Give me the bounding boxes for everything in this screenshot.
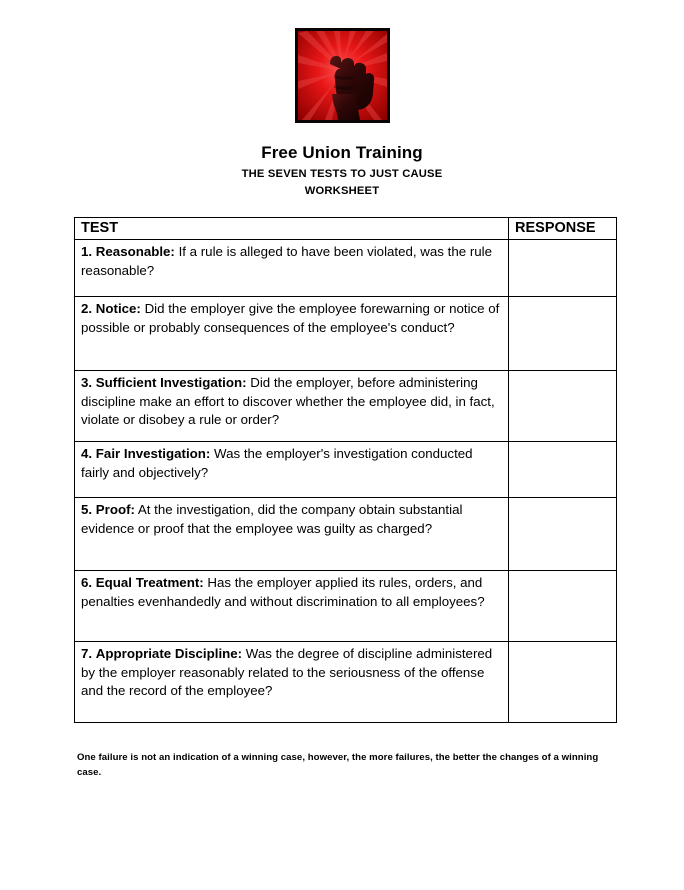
raised-fist-logo <box>295 28 390 123</box>
logo-block <box>0 28 684 123</box>
response-cell-7[interactable] <box>509 642 617 723</box>
page-subtitle-line-1: THE SEVEN TESTS TO JUST CAUSE <box>241 168 443 180</box>
test-question-5: At the investigation, did the company obtain substantial evidence or proof that the employee was guilty as charged? <box>81 502 463 536</box>
test-question-1: If a rule is alleged to have been violated, was the rule reasonable? <box>81 244 492 278</box>
seven-tests-worksheet-table <box>74 217 617 723</box>
test-number-7: 7. <box>81 646 93 661</box>
table-row <box>75 571 617 642</box>
test-cell-4 <box>75 442 509 498</box>
test-question-6: Has the employer applied its rules, orders, and penalties evenhandedly and without discrimination to all employees? <box>81 575 485 609</box>
test-term-4: Fair Investigation: <box>95 446 211 461</box>
test-number-2: 2. <box>81 301 93 316</box>
response-cell-3[interactable] <box>509 371 617 442</box>
test-term-3: Sufficient Investigation: <box>95 375 247 390</box>
test-question-2: Did the employer give the employee forewarning or notice of possible or probably consequences of the employee's conduct? <box>81 301 500 335</box>
test-term-1: Reasonable: <box>95 244 175 259</box>
table-row <box>75 498 617 571</box>
test-term-6: Equal Treatment: <box>95 575 204 590</box>
test-question-4: Was the employer's investigation conducted fairly and objectively? <box>81 446 473 480</box>
response-cell-2[interactable] <box>509 297 617 371</box>
test-cell-5 <box>75 498 509 571</box>
test-number-6: 6. <box>81 575 93 590</box>
footnote-text: One failure is not an indication of a winning case, however, the more failures, the better the changes of a winning case. <box>77 752 599 778</box>
test-number-1: 1. <box>81 244 93 259</box>
response-cell-4[interactable] <box>509 442 617 498</box>
test-term-2: Notice: <box>95 301 141 316</box>
test-cell-3 <box>75 371 509 442</box>
test-number-5: 5. <box>81 502 93 517</box>
test-term-5: Proof: <box>95 502 135 517</box>
response-cell-5[interactable] <box>509 498 617 571</box>
title-block <box>0 143 684 199</box>
table-header-row <box>75 218 617 240</box>
test-number-4: 4. <box>81 446 93 461</box>
page-title: Free Union Training <box>261 143 423 162</box>
page-subtitle-line-2: WORKSHEET <box>304 185 380 197</box>
test-question-7: Was the degree of discipline administered by the employer reasonably related to the seriousness of the offense and the record of the employee? <box>81 646 493 699</box>
test-cell-2 <box>75 297 509 371</box>
test-number-3: 3. <box>81 375 93 390</box>
table-row <box>75 371 617 442</box>
test-cell-1 <box>75 240 509 297</box>
table-row <box>75 240 617 297</box>
response-cell-1[interactable] <box>509 240 617 297</box>
test-cell-6 <box>75 571 509 642</box>
test-question-3: Did the employer, before administering discipline make an effort to discover whether the employee did, in fact, violate or disobey a rule or order? <box>81 375 495 428</box>
column-header-test: TEST <box>75 218 509 240</box>
test-term-7: Appropriate Discipline: <box>95 646 243 661</box>
table-row <box>75 642 617 723</box>
table-row <box>75 442 617 498</box>
response-cell-6[interactable] <box>509 571 617 642</box>
table-row <box>75 297 617 371</box>
column-header-response: RESPONSE <box>509 218 617 240</box>
test-cell-7 <box>75 642 509 723</box>
raised-fist-icon <box>298 31 387 120</box>
